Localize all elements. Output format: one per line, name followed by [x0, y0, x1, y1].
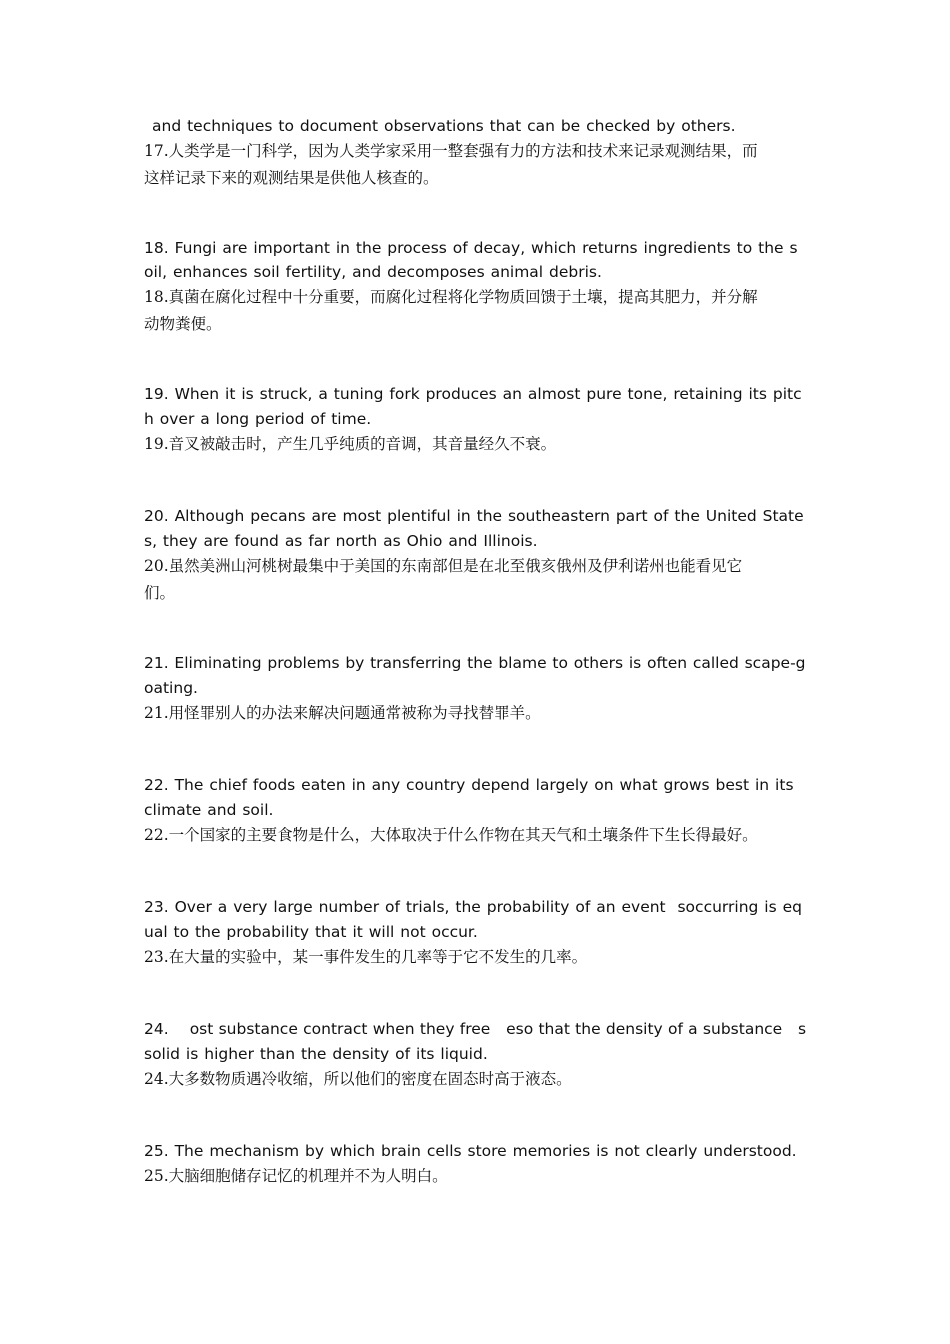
item-24-english-line-2: solid is higher than the density of its liquid. [144, 1045, 488, 1063]
item-25-english-line-1: 25. The mechanism by which brain cells store memories is not clearly understood. [144, 1142, 797, 1160]
item-20-chinese-line-1: 20.虽然美洲山河桃树最集中于美国的东南部但是在北至俄亥俄州及伊利诺州也能看见它 [144, 557, 743, 575]
item-25-chinese-line-1: 25.大脑细胞储存记忆的机理并不为人明白。 [144, 1167, 448, 1185]
item-21-chinese-line-1: 21.用怪罪别人的办法来解决问题通常被称为寻找替罪羊。 [144, 704, 541, 722]
item-19-chinese-line-1: 19.音叉被敲击时，产生几乎纯质的音调，其音量经久不衰。 [144, 435, 557, 453]
item-17-english-line-1: and techniques to document observations that can be checked by others. [152, 117, 736, 135]
item-23-chinese-line-1: 23.在大量的实验中，某一事件发生的几率等于它不发生的几率。 [144, 948, 588, 966]
item-18-chinese-line-1: 18.真菌在腐化过程中十分重要，而腐化过程将化学物质回馈于土壤，提高其肥力，并分解 [144, 288, 758, 306]
item-20-chinese-line-2: 们。 [144, 584, 176, 602]
item-18-chinese-line-2: 动物粪便。 [144, 315, 222, 333]
item-20-english-line-1: 20. Although pecans are most plentiful in the southeastern part of the United State [144, 507, 804, 525]
item-19-english-line-1: 19. When it is struck, a tuning fork produces an almost pure tone, retaining its pitc [144, 385, 802, 403]
item-22-english-line-2: climate and soil. [144, 801, 274, 819]
item-24-english-line-1: 24. ost substance contract when they free eso that the density of a substance s [144, 1020, 807, 1038]
item-19-english-line-2: h over a long period of time. [144, 410, 372, 428]
item-18-english-line-2: oil, enhances soil fertility, and decomposes animal debris. [144, 263, 602, 281]
item-21-english-line-1: 21. Eliminating problems by transferring the blame to others is often called scape-g [144, 654, 806, 672]
item-22-english-line-1: 22. The chief foods eaten in any country depend largely on what grows best in its [144, 776, 794, 794]
item-17-chinese-line-1: 17.人类学是一门科学，因为人类学家采用一整套强有力的方法和技术来记录观测结果，而 [144, 142, 758, 160]
item-23-english-line-2: ual to the probability that it will not occur. [144, 923, 478, 941]
item-23-english-line-1: 23. Over a very large number of trials, the probability of an event soccurring is eq [144, 898, 802, 916]
item-22-chinese-line-1: 22.一个国家的主要食物是什么，大体取决于什么作物在其天气和土壤条件下生长得最好。 [144, 826, 758, 844]
item-20-english-line-2: s, they are found as far north as Ohio and Illinois. [144, 532, 538, 550]
item-24-chinese-line-1: 24.大多数物质遇冷收缩，所以他们的密度在固态时高于液态。 [144, 1070, 572, 1088]
item-18-english-line-1: 18. Fungi are important in the process of decay, which returns ingredients to the s [144, 239, 798, 257]
item-17-chinese-line-2: 这样记录下来的观测结果是供他人核查的。 [144, 169, 439, 187]
item-21-english-line-2: oating. [144, 679, 198, 697]
